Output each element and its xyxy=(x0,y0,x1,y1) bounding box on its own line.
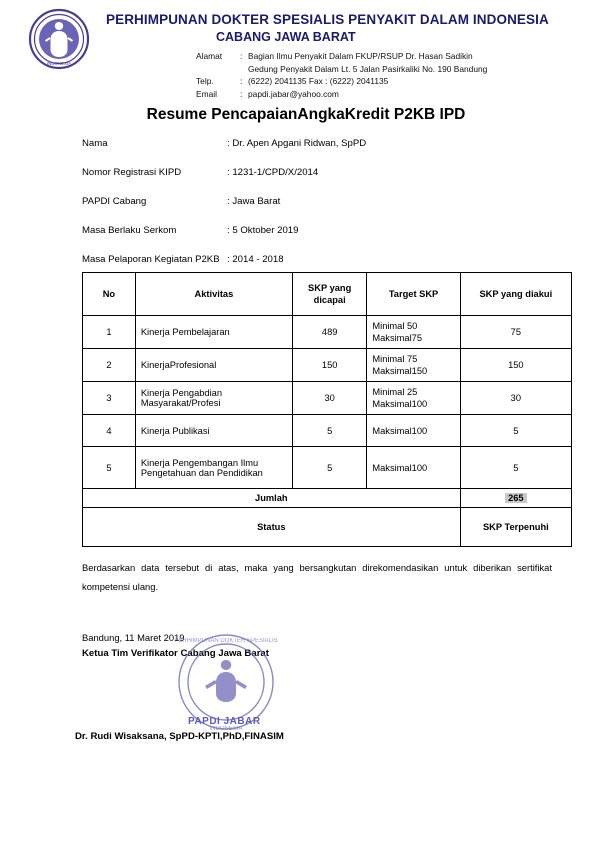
svg-text:INDONESIA: INDONESIA xyxy=(46,61,72,66)
cell-diakui: 5 xyxy=(460,447,571,489)
cell-no: 2 xyxy=(83,349,136,382)
col-header-skp-diakui: SKP yang diakui xyxy=(460,273,571,316)
field-value: : Jawa Barat xyxy=(227,196,281,207)
cell-aktivitas: Kinerja Pembelajaran xyxy=(135,316,292,349)
cell-target: Maksimal100 xyxy=(367,447,460,489)
table-row xyxy=(83,447,572,489)
field-row xyxy=(82,138,542,167)
document-header xyxy=(0,6,612,102)
col-header-skp-dicapai: SKP yang dicapai xyxy=(292,273,366,316)
field-label: Nomor Registrasi KIPD xyxy=(82,167,182,178)
skp-table xyxy=(82,272,572,547)
page-title: Resume PencapaianAngkaKredit P2KB IPD xyxy=(146,106,466,123)
address-row xyxy=(196,75,487,88)
table-row xyxy=(83,349,572,382)
address-label: Email xyxy=(196,88,217,99)
table-row xyxy=(83,382,572,415)
cell-target: Minimal 50 Maksimal75 xyxy=(367,316,460,349)
field-value: : 2014 - 2018 xyxy=(227,254,284,265)
field-label: PAPDI Cabang xyxy=(82,196,147,207)
jumlah-value: 265 xyxy=(505,493,527,503)
col-header-target-skp: Target SKP xyxy=(367,273,460,316)
signatory-name: Dr. Rudi Wisaksana, SpPD-KPTI,PhD,FINASIM xyxy=(75,731,284,742)
field-row xyxy=(82,167,542,196)
cell-aktivitas: KinerjaProfesional xyxy=(135,349,292,382)
signature-date: Bandung, 11 Maret 2019 xyxy=(82,632,185,643)
cell-aktivitas: Kinerja Pengabdian Masyarakat/Profesi xyxy=(135,382,292,415)
address-value: (6222) 2041135 Fax : (6222) 2041135 xyxy=(248,76,389,87)
col-header-no: No xyxy=(83,273,136,316)
cell-aktivitas: Kinerja Publikasi xyxy=(135,415,292,447)
cell-diakui: 75 xyxy=(460,316,571,349)
organization-address-block xyxy=(196,50,487,100)
address-colon: : xyxy=(240,88,243,99)
address-row xyxy=(196,63,487,76)
address-value: Gedung Penyakit Dalam Lt. 5 Jalan Pasirkaliki No. 190 Bandung xyxy=(248,63,488,74)
stamp-label: PAPDI JABAR xyxy=(188,716,261,727)
papdi-logo-icon xyxy=(28,8,90,70)
status-badge: SKP Terpenuhi xyxy=(460,508,571,547)
cell-target: Minimal 25 Maksimal100 xyxy=(367,382,460,415)
table-row xyxy=(83,316,572,349)
field-row xyxy=(82,196,542,225)
address-label xyxy=(196,63,240,76)
field-label: Masa Pelaporan Kegiatan P2KB xyxy=(82,254,220,265)
address-value: Bagian Ilmu Penyakit Dalam FKUP/RSUP Dr. Hasan Sadikin xyxy=(248,51,473,61)
table-row-jumlah xyxy=(83,489,572,508)
col-header-aktivitas: Aktivitas xyxy=(135,273,292,316)
cell-no: 4 xyxy=(83,415,136,447)
field-value: : 5 Oktober 2019 xyxy=(227,225,299,236)
cell-target: Maksimal100 xyxy=(367,415,460,447)
cell-dicapai: 489 xyxy=(292,316,366,349)
cell-no: 5 xyxy=(83,447,136,489)
cell-dicapai: 150 xyxy=(292,349,366,382)
recommendation-paragraph: Berdasarkan data tersebut di atas, maka yang bersangkutan direkomendasikan untuk diberikan sertifikat kompetensi ulang. xyxy=(82,562,552,592)
field-value: : 1231-1/CPD/X/2014 xyxy=(227,167,319,178)
table-row-status xyxy=(83,508,572,547)
svg-text:INDONESIA: INDONESIA xyxy=(209,726,243,732)
field-value: : Dr. Apen Apgani Ridwan, SpPD xyxy=(227,138,367,149)
organization-name-line1: PERHIMPUNAN DOKTER SPESIALIS PENYAKIT DALAM INDONESIA xyxy=(106,12,549,27)
address-row xyxy=(196,50,487,63)
cell-no: 1 xyxy=(83,316,136,349)
cell-dicapai: 30 xyxy=(292,382,366,415)
organization-name-line2: CABANG JAWA BARAT xyxy=(216,30,356,44)
cell-diakui: 150 xyxy=(460,349,571,382)
cell-dicapai: 5 xyxy=(292,415,366,447)
address-value: papdi.jabar@yahoo.com xyxy=(248,88,339,99)
cell-diakui: 5 xyxy=(460,415,571,447)
svg-text:PERHIMPUNAN DOKTER SPESIALIS: PERHIMPUNAN DOKTER SPESIALIS xyxy=(174,638,278,644)
jumlah-value-cell xyxy=(460,489,571,508)
signature-role: Ketua Tim Verifikator Cabang Jawa Barat xyxy=(82,648,269,659)
address-colon xyxy=(240,63,248,76)
address-colon: : xyxy=(240,51,243,61)
address-label: Telp. xyxy=(196,76,214,87)
cell-dicapai: 5 xyxy=(292,447,366,489)
field-list xyxy=(82,138,542,283)
address-label: Alamat xyxy=(196,51,223,61)
address-colon: : xyxy=(240,76,243,87)
cell-aktivitas: Kinerja Pengembangan Ilmu Pengetahuan dan Pendidikan xyxy=(135,447,292,489)
cell-diakui: 30 xyxy=(460,382,571,415)
jumlah-label: Jumlah xyxy=(83,489,461,508)
field-label: Nama xyxy=(82,138,108,149)
address-row xyxy=(196,88,487,101)
table-row xyxy=(83,415,572,447)
field-label: Masa Berlaku Serkom xyxy=(82,225,177,236)
cell-no: 3 xyxy=(83,382,136,415)
status-label: Status xyxy=(83,508,461,547)
table-header-row xyxy=(83,273,572,316)
cell-target: Minimal 75 Maksimal150 xyxy=(367,349,460,382)
field-row xyxy=(82,225,542,254)
